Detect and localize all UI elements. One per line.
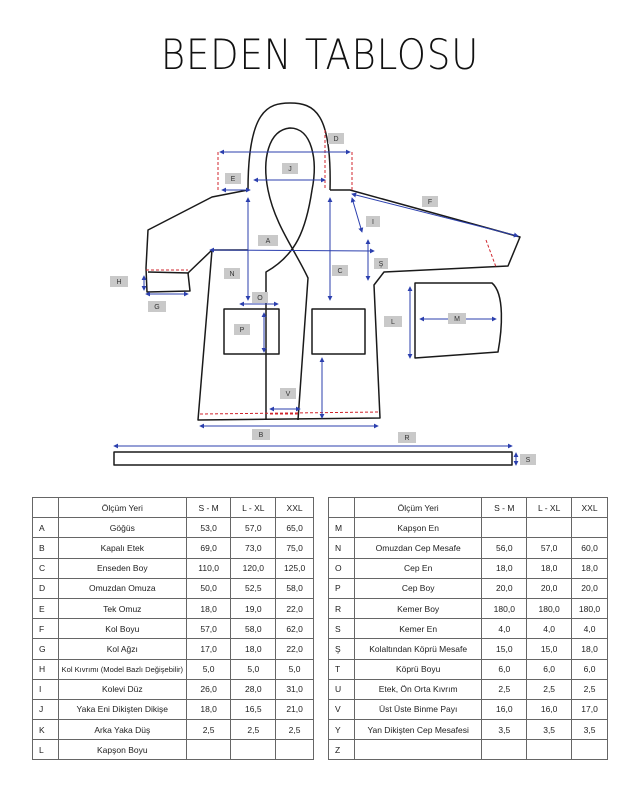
row-value-s-m: 15,0 (482, 639, 527, 659)
tag-v (280, 388, 296, 399)
row-letter: N (329, 538, 355, 558)
row-label: Kapşon Boyu (58, 740, 186, 760)
row-letter: H (33, 659, 59, 679)
row-value-l-xl: 5,0 (231, 659, 276, 679)
row-value-s-m: 5,0 (186, 659, 231, 679)
measurement-tags (110, 133, 536, 465)
row-letter: I (33, 679, 59, 699)
svg-text:I: I (372, 219, 374, 226)
row-label: Yaka Eni Dikişten Dikişe (58, 699, 186, 719)
tag-s-cedilla (374, 258, 388, 269)
table-row (33, 619, 314, 639)
row-label: Tek Omuz (58, 598, 186, 618)
svg-text:M: M (454, 316, 460, 323)
row-value-xxl: 2,5 (572, 679, 608, 699)
tag-n (224, 268, 240, 279)
row-letter: G (33, 639, 59, 659)
tag-e (225, 173, 241, 184)
row-label: Kol Kıvrımı (Model Bazlı Değişebilir) (58, 659, 186, 679)
size-table-right (328, 497, 608, 760)
svg-text:Ş: Ş (378, 261, 384, 268)
row-label: Kapşon En (354, 518, 481, 538)
row-label: Omuzdan Cep Mesafe (354, 538, 481, 558)
row-letter: K (33, 720, 59, 740)
row-value-xxl: 4,0 (572, 619, 608, 639)
row-value-l-xl: 20,0 (527, 578, 572, 598)
tag-l (384, 316, 402, 327)
header-measure-place: Ölçüm Yeri (354, 498, 481, 518)
row-value-s-m: 56,0 (482, 538, 527, 558)
row-value-s-m: 20,0 (482, 578, 527, 598)
row-letter: S (329, 619, 355, 639)
tag-g (148, 301, 166, 312)
table-header-row (33, 498, 314, 518)
robe-outline (114, 103, 520, 465)
row-value-l-xl: 18,0 (231, 639, 276, 659)
row-label: Kemer Boy (354, 598, 481, 618)
svg-text:E: E (230, 176, 236, 183)
tag-d (328, 133, 344, 144)
row-value-l-xl: 57,0 (231, 518, 276, 538)
row-value-xxl: 22,0 (276, 598, 314, 618)
row-value-s-m: 18,0 (186, 598, 231, 618)
svg-text:G: G (154, 304, 160, 311)
svg-text:N: N (229, 271, 235, 278)
row-value-l-xl: 120,0 (231, 558, 276, 578)
row-value-l-xl: 28,0 (231, 679, 276, 699)
row-value-xxl: 17,0 (572, 699, 608, 719)
row-letter: Y (329, 720, 355, 740)
table-row (33, 720, 314, 740)
row-value-s-m: 6,0 (482, 659, 527, 679)
row-value-l-xl: 6,0 (527, 659, 572, 679)
table-row (33, 518, 314, 538)
tag-a (258, 235, 278, 246)
row-value-s-m: 4,0 (482, 619, 527, 639)
size-table-left (32, 497, 314, 760)
row-value-s-m: 110,0 (186, 558, 231, 578)
tag-r (398, 432, 416, 443)
row-label: Kolevi Düz (58, 679, 186, 699)
row-value-xxl: 125,0 (276, 558, 314, 578)
row-value-s-m (482, 740, 527, 760)
dashed-guides (146, 130, 496, 414)
row-value-l-xl: 18,0 (527, 558, 572, 578)
row-value-l-xl: 16,0 (527, 699, 572, 719)
table-row (329, 659, 608, 679)
row-value-s-m (482, 518, 527, 538)
svg-text:H: H (116, 279, 122, 286)
table-row (329, 639, 608, 659)
table-row (33, 639, 314, 659)
row-label: Üst Üste Binme Payı (354, 699, 481, 719)
row-letter: P (329, 578, 355, 598)
header-size-xxl: XXL (276, 498, 314, 518)
row-value-s-m: 50,0 (186, 578, 231, 598)
svg-text:R: R (404, 435, 410, 442)
row-letter: B (33, 538, 59, 558)
row-label: Omuzdan Omuza (58, 578, 186, 598)
row-value-l-xl: 3,5 (527, 720, 572, 740)
tag-j (282, 163, 298, 174)
row-value-xxl: 20,0 (572, 578, 608, 598)
row-value-xxl (276, 740, 314, 760)
row-value-l-xl (231, 740, 276, 760)
svg-text:C: C (337, 268, 343, 275)
row-letter: Ş (329, 639, 355, 659)
row-letter: R (329, 598, 355, 618)
row-value-xxl: 22,0 (276, 639, 314, 659)
row-value-l-xl: 73,0 (231, 538, 276, 558)
row-letter: O (329, 558, 355, 578)
row-value-xxl: 62,0 (276, 619, 314, 639)
row-label: Kemer En (354, 619, 481, 639)
row-value-l-xl: 16,5 (231, 699, 276, 719)
row-value-s-m: 18,0 (186, 699, 231, 719)
svg-text:O: O (257, 295, 263, 302)
row-value-xxl: 18,0 (572, 558, 608, 578)
svg-text:A: A (265, 238, 271, 245)
svg-text:V: V (285, 391, 291, 398)
tag-h (110, 276, 128, 287)
tag-f (422, 196, 438, 207)
tag-i (366, 216, 380, 227)
row-label: Kolaltından Köprü Mesafe (354, 639, 481, 659)
table-row (33, 598, 314, 618)
row-value-s-m: 180,0 (482, 598, 527, 618)
row-label: Köprü Boyu (354, 659, 481, 679)
row-value-xxl: 3,5 (572, 720, 608, 740)
header-size-l-xl: L - XL (527, 498, 572, 518)
row-value-s-m: 18,0 (482, 558, 527, 578)
row-label: Göğüs (58, 518, 186, 538)
table-row (33, 558, 314, 578)
row-label: Cep Boy (354, 578, 481, 598)
table-row (33, 659, 314, 679)
table-row (329, 619, 608, 639)
row-label: Kapalı Etek (58, 538, 186, 558)
row-letter: U (329, 679, 355, 699)
row-label: Yan Dikişten Cep Mesafesi (354, 720, 481, 740)
svg-text:L: L (391, 319, 395, 326)
row-value-xxl: 58,0 (276, 578, 314, 598)
row-value-l-xl: 180,0 (527, 598, 572, 618)
tag-b (252, 429, 270, 440)
row-value-xxl (572, 740, 608, 760)
header-size-xxl: XXL (572, 498, 608, 518)
row-letter: V (329, 699, 355, 719)
row-label: Kol Ağzı (58, 639, 186, 659)
table-row (329, 720, 608, 740)
page-title: BEDEN TABLOSU (160, 30, 480, 79)
row-value-s-m: 2,5 (482, 679, 527, 699)
row-value-s-m: 2,5 (186, 720, 231, 740)
row-value-l-xl: 2,5 (231, 720, 276, 740)
tag-c (332, 265, 348, 276)
row-letter: Z (329, 740, 355, 760)
row-letter: M (329, 518, 355, 538)
table-header-row (329, 498, 608, 518)
row-value-xxl: 65,0 (276, 518, 314, 538)
row-value-xxl: 18,0 (572, 639, 608, 659)
row-value-l-xl: 2,5 (527, 679, 572, 699)
row-value-s-m: 16,0 (482, 699, 527, 719)
table-row (33, 740, 314, 760)
tag-o (252, 292, 268, 303)
svg-text:F: F (427, 199, 433, 206)
header-size-l-xl: L - XL (231, 498, 276, 518)
header-measure-place: Ölçüm Yeri (58, 498, 186, 518)
table-row (329, 598, 608, 618)
table-row (329, 679, 608, 699)
row-value-xxl: 2,5 (276, 720, 314, 740)
row-value-s-m: 26,0 (186, 679, 231, 699)
header-size-s-m: S - M (186, 498, 231, 518)
row-value-s-m (186, 740, 231, 760)
row-value-xxl: 6,0 (572, 659, 608, 679)
table-row (329, 538, 608, 558)
row-label: Cep En (354, 558, 481, 578)
row-label: Enseden Boy (58, 558, 186, 578)
row-value-s-m: 57,0 (186, 619, 231, 639)
header-letter (33, 498, 59, 518)
row-value-l-xl: 52,5 (231, 578, 276, 598)
row-letter: F (33, 619, 59, 639)
row-label: Arka Yaka Düş (58, 720, 186, 740)
table-row (329, 518, 608, 538)
svg-text:D: D (333, 136, 339, 143)
svg-text:B: B (258, 432, 264, 439)
row-value-l-xl (527, 518, 572, 538)
row-value-s-m: 17,0 (186, 639, 231, 659)
row-letter: E (33, 598, 59, 618)
row-label: Etek, Ön Orta Kıvrım (354, 679, 481, 699)
row-label: Kol Boyu (58, 619, 186, 639)
row-value-xxl: 75,0 (276, 538, 314, 558)
row-value-l-xl: 15,0 (527, 639, 572, 659)
row-value-s-m: 69,0 (186, 538, 231, 558)
row-value-l-xl: 19,0 (231, 598, 276, 618)
tag-m (448, 313, 466, 324)
header-size-s-m: S - M (482, 498, 527, 518)
row-value-l-xl (527, 740, 572, 760)
table-row (329, 578, 608, 598)
row-letter: L (33, 740, 59, 760)
svg-text:S: S (525, 457, 531, 464)
table-row (33, 679, 314, 699)
row-letter: A (33, 518, 59, 538)
tag-p (234, 324, 250, 335)
row-value-l-xl: 57,0 (527, 538, 572, 558)
svg-text:J: J (288, 166, 292, 173)
table-row (33, 578, 314, 598)
row-value-xxl: 180,0 (572, 598, 608, 618)
svg-text:P: P (239, 327, 245, 334)
tag-s (520, 454, 536, 465)
table-row (329, 740, 608, 760)
row-value-l-xl: 58,0 (231, 619, 276, 639)
table-row (33, 538, 314, 558)
row-letter: D (33, 578, 59, 598)
header-letter (329, 498, 355, 518)
row-letter: T (329, 659, 355, 679)
row-letter: J (33, 699, 59, 719)
table-row (33, 699, 314, 719)
row-value-xxl: 31,0 (276, 679, 314, 699)
row-value-l-xl: 4,0 (527, 619, 572, 639)
row-value-s-m: 3,5 (482, 720, 527, 740)
table-row (329, 558, 608, 578)
row-label (354, 740, 481, 760)
row-value-s-m: 53,0 (186, 518, 231, 538)
row-value-xxl: 5,0 (276, 659, 314, 679)
row-value-xxl (572, 518, 608, 538)
table-row (329, 699, 608, 719)
row-letter: C (33, 558, 59, 578)
row-value-xxl: 21,0 (276, 699, 314, 719)
row-value-xxl: 60,0 (572, 538, 608, 558)
